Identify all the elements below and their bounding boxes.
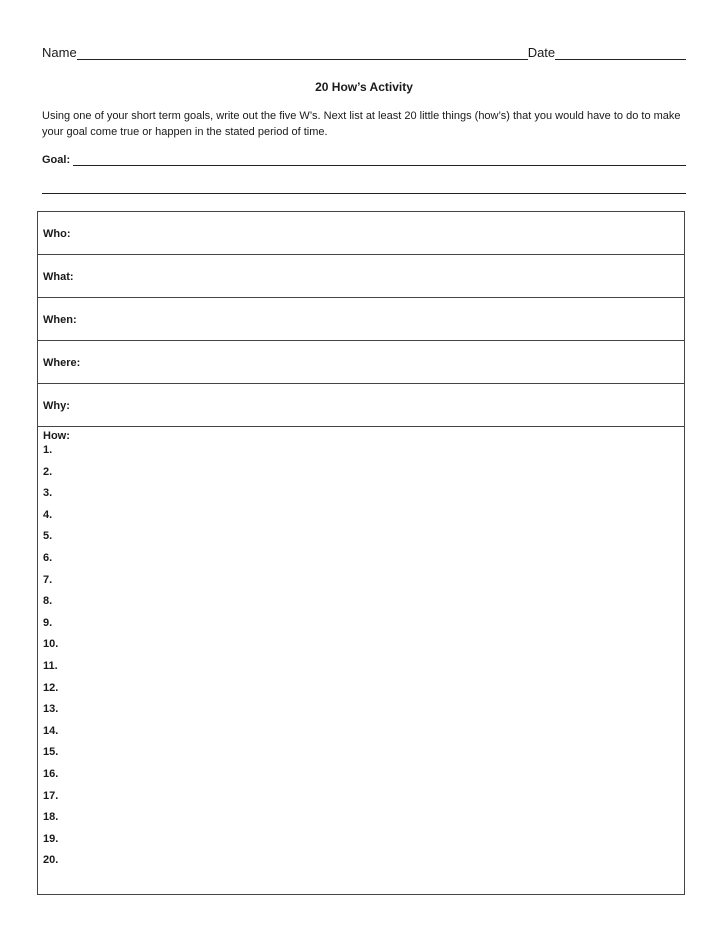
- how-item-6[interactable]: 6.: [43, 551, 53, 564]
- how-item-20[interactable]: 20.: [43, 854, 59, 867]
- how-item-11[interactable]: 11.: [43, 659, 58, 672]
- how-item-19[interactable]: 19.: [43, 832, 59, 845]
- instructions-text: Using one of your short term goals, write out the five W’s. Next list at least 20 little things (how’s) that you would have to do to make your goal come true or happen in the stated period of time.: [42, 110, 681, 138]
- where-row[interactable]: [38, 341, 684, 384]
- how-item-10[interactable]: 10.: [43, 638, 59, 651]
- how-item-2[interactable]: 2.: [43, 465, 53, 478]
- how-item-9[interactable]: 9.: [43, 616, 53, 629]
- how-item-17[interactable]: 17.: [43, 789, 59, 802]
- who-row[interactable]: [38, 212, 684, 255]
- how-item-14[interactable]: 14.: [43, 724, 59, 737]
- how-item-3[interactable]: 3.: [43, 487, 53, 500]
- worksheet-table: [37, 211, 685, 895]
- goal-row: [42, 150, 686, 166]
- name-field[interactable]: [77, 45, 528, 60]
- how-item-5[interactable]: 5.: [43, 530, 53, 543]
- how-item-18[interactable]: 18.: [43, 811, 59, 824]
- why-label: Why:: [43, 400, 70, 412]
- date-field[interactable]: [555, 45, 686, 60]
- what-label: What:: [43, 271, 74, 283]
- who-label: Who:: [43, 228, 71, 240]
- header-row: [42, 42, 686, 60]
- how-item-15[interactable]: 15.: [43, 746, 59, 759]
- how-item-12[interactable]: 12.: [43, 681, 59, 694]
- goal-label: Goal:: [42, 154, 71, 166]
- how-item-8[interactable]: 8.: [43, 595, 53, 608]
- where-label: Where:: [43, 357, 81, 369]
- how-item-16[interactable]: 16.: [43, 767, 59, 780]
- how-item-1[interactable]: 1.: [43, 444, 53, 456]
- how-item-4[interactable]: 4.: [43, 508, 53, 521]
- how-list: [43, 443, 684, 875]
- why-row[interactable]: [38, 384, 684, 427]
- page-title: 20 How’s Activity: [315, 80, 413, 94]
- goal-field-second-line[interactable]: [42, 193, 686, 194]
- how-section[interactable]: [38, 427, 684, 875]
- when-label: When:: [43, 314, 77, 326]
- when-row[interactable]: [38, 298, 684, 341]
- how-item-7[interactable]: 7.: [43, 573, 53, 586]
- how-item-13[interactable]: 13.: [43, 703, 59, 716]
- goal-field[interactable]: [73, 152, 686, 166]
- what-row[interactable]: [38, 255, 684, 298]
- date-label: Date: [527, 45, 556, 60]
- how-label: How:: [43, 430, 70, 442]
- name-label: Name: [42, 45, 77, 60]
